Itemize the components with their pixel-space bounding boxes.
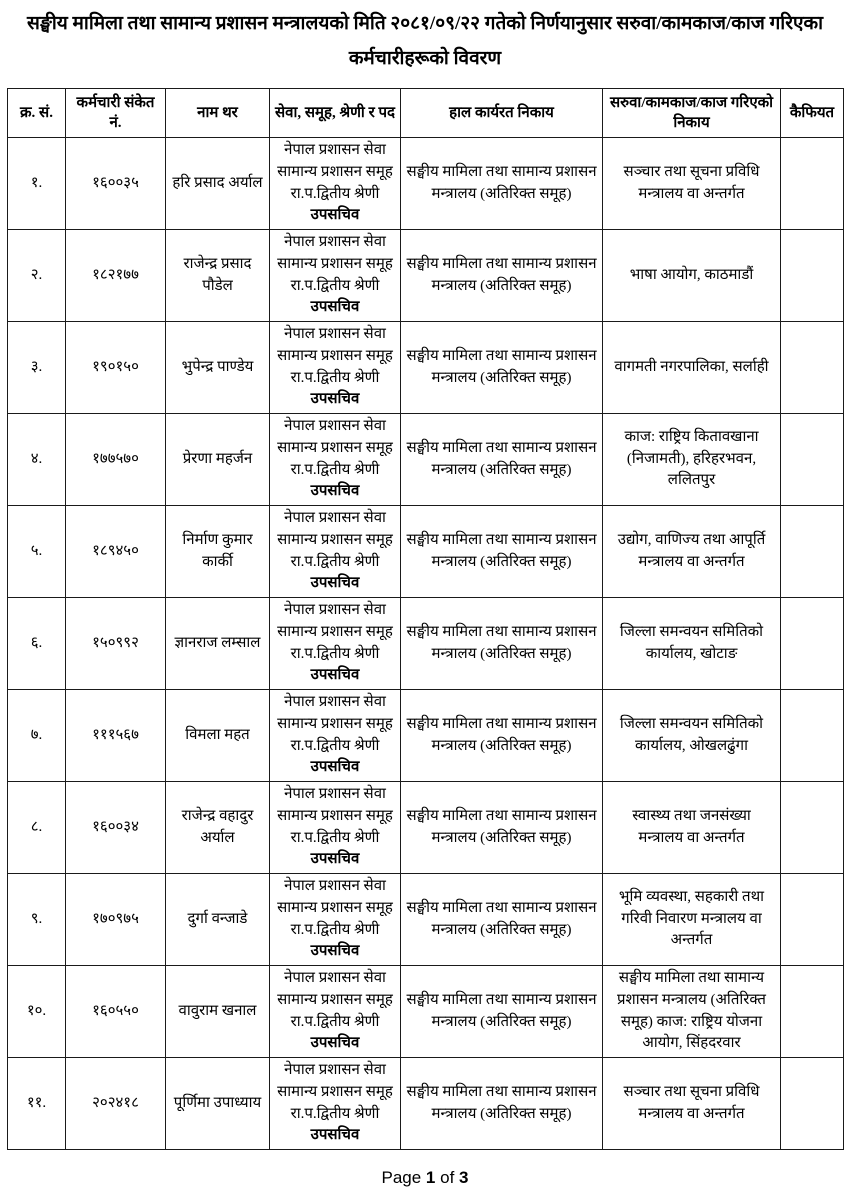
service-post: उपसचिव bbox=[310, 1127, 360, 1144]
table-row bbox=[8, 598, 844, 690]
service-line: रा.प.द्वितीय श्रेणी bbox=[290, 1013, 380, 1030]
cell-current-office: सङ्घीय मामिला तथा सामान्य प्रशासन मन्त्रालय (अतिरिक्त समूह) bbox=[401, 782, 603, 874]
cell-employee-name: वावुराम खनाल bbox=[166, 966, 270, 1058]
service-line: नेपाल प्रशासन सेवा bbox=[284, 142, 386, 158]
cell-employee-name: निर्माण कुमार कार्की bbox=[166, 506, 270, 598]
cell-service-group bbox=[270, 322, 401, 414]
cell-employee-name: राजेन्द्र प्रसाद पौडेल bbox=[166, 230, 270, 322]
cell-assigned-office: काज: राष्ट्रिय कितावखाना (निजामती), हरिहरभवन, ललितपुर bbox=[603, 414, 781, 506]
service-line: रा.प.द्वितीय श्रेणी bbox=[290, 277, 380, 294]
service-line: सामान्य प्रशासन समूह bbox=[277, 899, 393, 916]
service-line: नेपाल प्रशासन सेवा bbox=[284, 418, 386, 434]
cell-employee-code: २०२४१८ bbox=[66, 1058, 166, 1150]
cell-service-group bbox=[270, 230, 401, 322]
service-post: उपसचिव bbox=[310, 667, 360, 684]
cell-assigned-office: सञ्चार तथा सूचना प्रविधि मन्त्रालय वा अन्तर्गत bbox=[603, 138, 781, 230]
cell-assigned-office: जिल्ला समन्वयन समितिको कार्यालय, खोटाङ bbox=[603, 598, 781, 690]
table-header-row bbox=[8, 89, 844, 138]
cell-assigned-office: जिल्ला समन्वयन समितिको कार्यालय, ओखलढुंगा bbox=[603, 690, 781, 782]
page-footer bbox=[0, 1168, 850, 1188]
cell-employee-code: १७०९७५ bbox=[66, 874, 166, 966]
cell-employee-name: भुपेन्द्र पाण्डेय bbox=[166, 322, 270, 414]
service-line: रा.प.द्वितीय श्रेणी bbox=[290, 369, 380, 386]
cell-employee-code: १५०९९२ bbox=[66, 598, 166, 690]
cell-remarks bbox=[781, 414, 844, 506]
service-line: सामान्य प्रशासन समूह bbox=[277, 255, 393, 272]
cell-current-office: सङ्घीय मामिला तथा सामान्य प्रशासन मन्त्रालय (अतिरिक्त समूह) bbox=[401, 598, 603, 690]
cell-serial-number: ९. bbox=[8, 874, 66, 966]
cell-assigned-office: सङ्घीय मामिला तथा सामान्य प्रशासन मन्त्रालय (अतिरिक्त समूह) काज: राष्ट्रिय योजना आयोग, सिंहदरवार bbox=[603, 966, 781, 1058]
service-post: उपसचिव bbox=[310, 391, 360, 408]
service-line: सामान्य प्रशासन समूह bbox=[277, 715, 393, 732]
service-post: उपसचिव bbox=[310, 759, 360, 776]
cell-assigned-office: स्वास्थ्य तथा जनसंख्या मन्त्रालय वा अन्तर्गत bbox=[603, 782, 781, 874]
service-line: नेपाल प्रशासन सेवा bbox=[284, 970, 386, 986]
cell-current-office: सङ्घीय मामिला तथा सामान्य प्रशासन मन्त्रालय (अतिरिक्त समूह) bbox=[401, 138, 603, 230]
service-line: नेपाल प्रशासन सेवा bbox=[284, 1062, 386, 1078]
cell-assigned-office: वागमती नगरपालिका, सर्लाही bbox=[603, 322, 781, 414]
cell-remarks bbox=[781, 506, 844, 598]
cell-serial-number: ५. bbox=[8, 506, 66, 598]
cell-serial-number: १. bbox=[8, 138, 66, 230]
table-row bbox=[8, 782, 844, 874]
service-post: उपसचिव bbox=[310, 207, 360, 224]
table-body bbox=[8, 138, 844, 1150]
cell-current-office: सङ्घीय मामिला तथा सामान्य प्रशासन मन्त्रालय (अतिरिक्त समूह) bbox=[401, 874, 603, 966]
cell-remarks bbox=[781, 138, 844, 230]
service-line: नेपाल प्रशासन सेवा bbox=[284, 510, 386, 526]
cell-service-group bbox=[270, 414, 401, 506]
service-line: रा.प.द्वितीय श्रेणी bbox=[290, 185, 380, 202]
cell-employee-code: १८९४५० bbox=[66, 506, 166, 598]
service-post: उपसचिव bbox=[310, 483, 360, 500]
cell-current-office: सङ्घीय मामिला तथा सामान्य प्रशासन मन्त्रालय (अतिरिक्त समूह) bbox=[401, 1058, 603, 1150]
cell-serial-number: ४. bbox=[8, 414, 66, 506]
table-row bbox=[8, 138, 844, 230]
column-header-remarks: कैफियत bbox=[781, 89, 844, 138]
service-line: रा.प.द्वितीय श्रेणी bbox=[290, 461, 380, 478]
service-post: उपसचिव bbox=[310, 851, 360, 868]
cell-remarks bbox=[781, 230, 844, 322]
cell-remarks bbox=[781, 1058, 844, 1150]
cell-employee-name: पूर्णिमा उपाध्याय bbox=[166, 1058, 270, 1150]
column-header-code: कर्मचारी संकेत नं. bbox=[66, 89, 166, 138]
cell-serial-number: ३. bbox=[8, 322, 66, 414]
cell-assigned-office: सञ्चार तथा सूचना प्रविधि मन्त्रालय वा अन्तर्गत bbox=[603, 1058, 781, 1150]
column-header-current: हाल कार्यरत निकाय bbox=[401, 89, 603, 138]
cell-serial-number: १०. bbox=[8, 966, 66, 1058]
cell-service-group bbox=[270, 598, 401, 690]
cell-employee-name: प्रेरणा महर्जन bbox=[166, 414, 270, 506]
cell-employee-code: १७७५७० bbox=[66, 414, 166, 506]
column-header-assigned: सरुवा/कामकाज/काज गरिएको निकाय bbox=[603, 89, 781, 138]
service-line: रा.प.द्वितीय श्रेणी bbox=[290, 553, 380, 570]
table-row bbox=[8, 874, 844, 966]
footer-of-word: of bbox=[440, 1168, 455, 1187]
document-title: सङ्घीय मामिला तथा सामान्य प्रशासन मन्त्रालयको मिति २०८१/०९/२२ गतेको निर्णयानुसार सरुवा/कामकाज/काज गरिएका कर्मचारीहरूको विवरण bbox=[26, 13, 824, 70]
cell-remarks bbox=[781, 966, 844, 1058]
cell-serial-number: ६. bbox=[8, 598, 66, 690]
cell-serial-number: ११. bbox=[8, 1058, 66, 1150]
cell-remarks bbox=[781, 322, 844, 414]
table-row bbox=[8, 690, 844, 782]
service-line: नेपाल प्रशासन सेवा bbox=[284, 326, 386, 342]
service-line: रा.प.द्वितीय श्रेणी bbox=[290, 1105, 380, 1122]
cell-current-office: सङ्घीय मामिला तथा सामान्य प्रशासन मन्त्रालय (अतिरिक्त समूह) bbox=[401, 414, 603, 506]
cell-service-group bbox=[270, 782, 401, 874]
cell-employee-name: हरि प्रसाद अर्याल bbox=[166, 138, 270, 230]
service-line: नेपाल प्रशासन सेवा bbox=[284, 602, 386, 618]
cell-assigned-office: उद्योग, वाणिज्य तथा आपूर्ति मन्त्रालय वा अन्तर्गत bbox=[603, 506, 781, 598]
footer-page-number: 1 bbox=[425, 1168, 436, 1187]
employee-table bbox=[7, 88, 844, 1150]
service-line: नेपाल प्रशासन सेवा bbox=[284, 694, 386, 710]
cell-employee-name: राजेन्द्र वहादुर अर्याल bbox=[166, 782, 270, 874]
service-line: सामान्य प्रशासन समूह bbox=[277, 163, 393, 180]
table-row bbox=[8, 506, 844, 598]
column-header-serial: क्र. सं. bbox=[8, 89, 66, 138]
cell-service-group bbox=[270, 690, 401, 782]
cell-employee-code: १६०५५० bbox=[66, 966, 166, 1058]
cell-current-office: सङ्घीय मामिला तथा सामान्य प्रशासन मन्त्रालय (अतिरिक्त समूह) bbox=[401, 506, 603, 598]
cell-employee-name: विमला महत bbox=[166, 690, 270, 782]
service-line: नेपाल प्रशासन सेवा bbox=[284, 234, 386, 250]
cell-employee-code: १६००३५ bbox=[66, 138, 166, 230]
cell-service-group bbox=[270, 138, 401, 230]
table-row bbox=[8, 230, 844, 322]
cell-assigned-office: भूमि व्यवस्था, सहकारी तथा गरिवी निवारण मन्त्रालय वा अन्तर्गत bbox=[603, 874, 781, 966]
cell-serial-number: ८. bbox=[8, 782, 66, 874]
cell-employee-code: १८२१७७ bbox=[66, 230, 166, 322]
footer-page-total: 3 bbox=[459, 1168, 469, 1187]
service-line: नेपाल प्रशासन सेवा bbox=[284, 786, 386, 802]
cell-employee-code: १९०१५० bbox=[66, 322, 166, 414]
service-post: उपसचिव bbox=[310, 943, 360, 960]
service-line: रा.प.द्वितीय श्रेणी bbox=[290, 829, 380, 846]
service-line: सामान्य प्रशासन समूह bbox=[277, 439, 393, 456]
column-header-name: नाम थर bbox=[166, 89, 270, 138]
cell-current-office: सङ्घीय मामिला तथा सामान्य प्रशासन मन्त्रालय (अतिरिक्त समूह) bbox=[401, 322, 603, 414]
cell-current-office: सङ्घीय मामिला तथा सामान्य प्रशासन मन्त्रालय (अतिरिक्त समूह) bbox=[401, 966, 603, 1058]
cell-service-group bbox=[270, 506, 401, 598]
footer-page-word: Page bbox=[381, 1168, 422, 1187]
cell-remarks bbox=[781, 874, 844, 966]
service-post: उपसचिव bbox=[310, 1035, 360, 1052]
cell-service-group bbox=[270, 874, 401, 966]
service-line: सामान्य प्रशासन समूह bbox=[277, 991, 393, 1008]
cell-service-group bbox=[270, 966, 401, 1058]
service-line: रा.प.द्वितीय श्रेणी bbox=[290, 737, 380, 754]
table-row bbox=[8, 322, 844, 414]
cell-employee-code: १११५६७ bbox=[66, 690, 166, 782]
cell-employee-name: दुर्गा वन्जाडे bbox=[166, 874, 270, 966]
cell-current-office: सङ्घीय मामिला तथा सामान्य प्रशासन मन्त्रालय (अतिरिक्त समूह) bbox=[401, 690, 603, 782]
cell-assigned-office: भाषा आयोग, काठमाडौं bbox=[603, 230, 781, 322]
table-row bbox=[8, 966, 844, 1058]
service-line: रा.प.द्वितीय श्रेणी bbox=[290, 645, 380, 662]
table-row bbox=[8, 414, 844, 506]
service-line: सामान्य प्रशासन समूह bbox=[277, 347, 393, 364]
cell-current-office: सङ्घीय मामिला तथा सामान्य प्रशासन मन्त्रालय (अतिरिक्त समूह) bbox=[401, 230, 603, 322]
service-post: उपसचिव bbox=[310, 299, 360, 316]
cell-remarks bbox=[781, 690, 844, 782]
service-line: सामान्य प्रशासन समूह bbox=[277, 623, 393, 640]
service-post: उपसचिव bbox=[310, 575, 360, 592]
cell-employee-code: १६००३४ bbox=[66, 782, 166, 874]
cell-serial-number: ७. bbox=[8, 690, 66, 782]
service-line: नेपाल प्रशासन सेवा bbox=[284, 878, 386, 894]
cell-employee-name: ज्ञानराज लम्साल bbox=[166, 598, 270, 690]
cell-remarks bbox=[781, 782, 844, 874]
service-line: सामान्य प्रशासन समूह bbox=[277, 807, 393, 824]
service-line: रा.प.द्वितीय श्रेणी bbox=[290, 921, 380, 938]
column-header-service: सेवा, समूह, श्रेणी र पद bbox=[270, 89, 401, 138]
cell-remarks bbox=[781, 598, 844, 690]
table-row bbox=[8, 1058, 844, 1150]
cell-serial-number: २. bbox=[8, 230, 66, 322]
cell-service-group bbox=[270, 1058, 401, 1150]
service-line: सामान्य प्रशासन समूह bbox=[277, 1083, 393, 1100]
service-line: सामान्य प्रशासन समूह bbox=[277, 531, 393, 548]
